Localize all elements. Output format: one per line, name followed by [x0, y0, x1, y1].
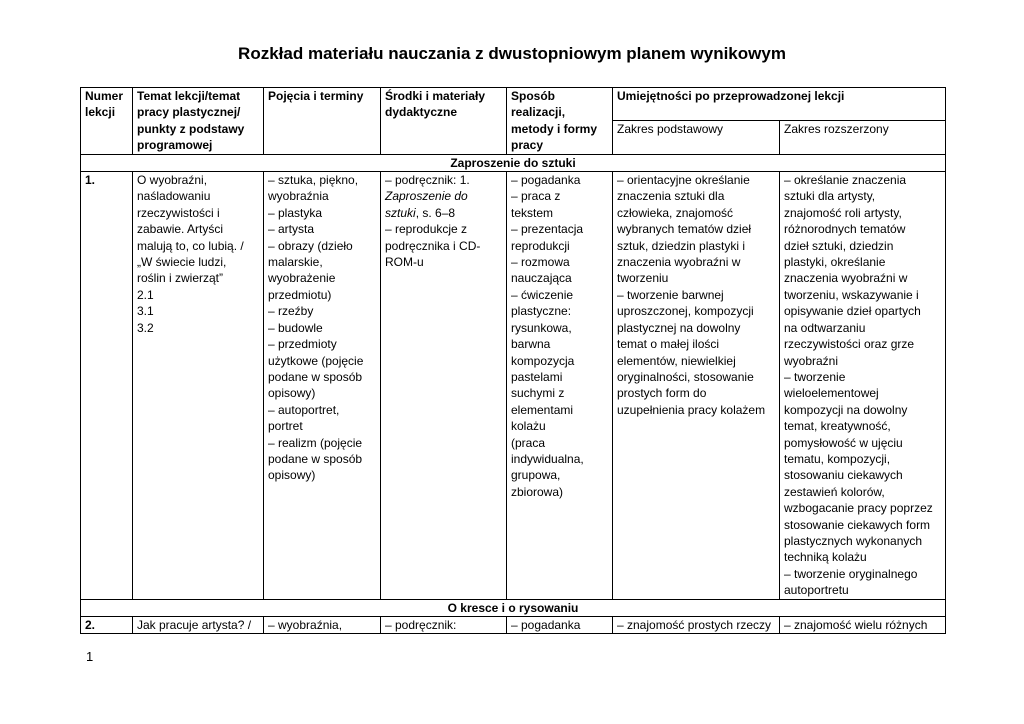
text-line: Temat lekcji/temat	[137, 89, 241, 103]
text-line: dzieł sztuki, dziedzin	[784, 238, 894, 253]
table-row	[81, 172, 946, 600]
header-topic	[133, 88, 264, 155]
section-row	[81, 599, 946, 616]
text-line: programowej	[137, 138, 213, 153]
text-line: – tworzenie barwnej	[617, 287, 724, 302]
text-line: malują to, co lubią. /	[137, 238, 244, 253]
header-basic-scope: Zakres podstawowy	[613, 121, 780, 154]
cell-extended-scope	[780, 172, 946, 600]
text-line: zbiorowa)	[511, 484, 564, 499]
text-line: opisowy)	[268, 386, 316, 401]
text-line: elementów, niewielkiej	[617, 353, 736, 368]
text-line: – orientacyjne określanie	[617, 173, 750, 188]
text-line: przedmiotu)	[268, 287, 332, 302]
text-line: – budowle	[268, 320, 323, 335]
text-line: – prezentacja	[511, 222, 584, 237]
cell-method	[507, 617, 613, 634]
text-line: plastycznych wykonanych	[784, 533, 923, 548]
text-line: Jak pracuje artysta? /	[137, 618, 252, 632]
text-line: Środki i materiały	[385, 89, 486, 103]
text-line: pomysłowość w ujęciu	[784, 435, 903, 450]
text-line: dydaktyczne	[385, 105, 458, 120]
header-lesson-number	[81, 88, 133, 155]
text-line: lekcji	[85, 105, 116, 120]
text-line: – rzeźby	[268, 304, 314, 319]
text-line: nauczająca	[511, 271, 572, 286]
text-line: rzeczywistości i	[137, 205, 220, 220]
text-line: – pogadanka	[511, 173, 581, 188]
text-line: – znajomość wielu różnych	[784, 618, 928, 632]
cell-basic-scope	[613, 617, 780, 634]
text-line: – pogadanka	[511, 618, 581, 632]
text-line: – tworzenie oryginalnego	[784, 566, 918, 581]
cell-topic	[133, 172, 264, 600]
text-line: Numer	[85, 89, 124, 103]
text-line: tworzeniu, wskazywanie i	[784, 287, 919, 302]
text-line: – artysta	[268, 222, 315, 237]
text-line: kompozycji na dowolny	[784, 402, 908, 417]
text-line: – określanie znaczenia	[784, 173, 907, 188]
cell-lesson-number: 1.	[81, 172, 133, 600]
text-line: indywidualna,	[511, 451, 584, 466]
text-line: wybranych tematów dzieł	[617, 222, 752, 237]
text-line: znaczenia wyobraźni w	[617, 255, 741, 270]
text-line: techniką kolażu	[784, 550, 867, 565]
text-line: autoportretu	[784, 583, 849, 598]
text-line: suchymi z	[511, 386, 565, 401]
header-extended-scope: Zakres rozszerzony	[780, 121, 946, 154]
text-line: na odtwarzaniu	[784, 320, 866, 335]
text-line: kolażu	[511, 419, 546, 434]
text-line: punkty z podstawy	[137, 121, 245, 136]
section-title: O kresce i o rysowaniu	[81, 599, 946, 616]
text-line: wyobraźnia	[268, 189, 329, 204]
cell-means	[381, 172, 507, 600]
cell-basic-scope	[613, 172, 780, 600]
text-line: człowieka, znajomość	[617, 205, 734, 220]
header-terms	[264, 88, 381, 155]
text-line: wieloelementowej	[784, 386, 879, 401]
cell-terms	[264, 172, 381, 600]
text-line: sztuk, dziedzin plastyki i	[617, 238, 746, 253]
table-header	[81, 88, 946, 155]
text-line: elementami	[511, 402, 574, 417]
text-line: znajomość roli artysty,	[784, 205, 902, 220]
text-line: temat o małej ilości	[617, 337, 720, 352]
text-line: – plastyka	[268, 205, 323, 220]
page-title: Rozkład materiału nauczania z dwustopniowym planem wynikowym	[238, 44, 786, 63]
text-line: Pojęcia i terminy	[268, 89, 364, 103]
text-line: znaczenia wyobraźni w	[784, 271, 908, 286]
text-line: tworzeniu	[617, 271, 669, 286]
text-line: malarskie,	[268, 255, 323, 270]
text-line: użytkowe (pojęcie	[268, 353, 364, 368]
text-line: podręcznika i CD-	[385, 238, 481, 253]
cell-topic	[133, 617, 264, 634]
text-line: stosowanie ciekawych form	[784, 517, 931, 532]
cell-extended-scope	[780, 617, 946, 634]
cell-method	[507, 172, 613, 600]
text-line: 2.1	[137, 287, 154, 302]
text-line: rzeczywistości oraz grze	[784, 337, 915, 352]
text-line: plastyczne:	[511, 304, 572, 319]
cell-means	[381, 617, 507, 634]
text-line: tekstem	[511, 205, 554, 220]
text-line: uzupełnienia pracy kolażem	[617, 402, 766, 417]
text-line: wzbogacanie pracy poprzez	[784, 501, 933, 516]
text-line: – reprodukcje z	[385, 222, 468, 237]
text-line: podane w sposób	[268, 451, 363, 466]
text-line: (praca	[511, 435, 546, 450]
text-line: wyobrażenie	[268, 271, 336, 286]
cell-terms	[264, 617, 381, 634]
text-line: wyobraźni	[784, 353, 839, 368]
text-line: O wyobraźni,	[137, 173, 208, 188]
text-line: opisywanie dzieł opartych	[784, 304, 921, 319]
text-line: – podręcznik:	[385, 618, 457, 632]
text-line: – znajomość prostych rzeczy	[617, 618, 772, 632]
text-line: – rozmowa	[511, 255, 570, 270]
text-line: – wyobraźnia,	[268, 618, 343, 632]
text-line: prostych form do	[617, 386, 707, 401]
text-line: realizacji,	[511, 105, 566, 120]
text-line: Zaproszenie do	[385, 189, 468, 204]
text-line: ROM-u	[385, 255, 424, 270]
text-line: Sposób	[511, 89, 555, 103]
text-line: sztuki, s. 6–8	[385, 205, 456, 220]
text-line: naśladowaniu	[137, 189, 211, 204]
text-line: kompozycja	[511, 353, 575, 368]
text-line: plastycznej na dowolny	[617, 320, 741, 335]
header-skills: Umiejętności po przeprowadzonej lekcji	[613, 88, 946, 121]
text-line: uproszczonej, kompozycji	[617, 304, 754, 319]
text-line: „W świecie ludzi,	[137, 255, 227, 270]
curriculum-table	[80, 87, 946, 634]
text-line: 3.2	[137, 320, 154, 335]
text-line: barwna	[511, 337, 551, 352]
text-line: grupowa,	[511, 468, 561, 483]
text-line: – praca z	[511, 189, 561, 204]
text-line: – obrazy (dzieło	[268, 238, 353, 253]
table-row	[81, 617, 946, 634]
header-means	[381, 88, 507, 155]
text-line: – autoportret,	[268, 402, 340, 417]
text-line: – podręcznik: 1.	[385, 173, 470, 188]
text-line: pracy	[511, 138, 544, 153]
text-line: zabawie. Artyści	[137, 222, 224, 237]
cell-lesson-number: 2.	[81, 617, 133, 634]
text-line: temat, kreatywność,	[784, 419, 891, 434]
page-number: 1	[86, 649, 94, 664]
text-line: tematu, kompozycji,	[784, 451, 891, 466]
text-line: portret	[268, 419, 303, 434]
text-line: pastelami	[511, 369, 563, 384]
text-line: sztuki dla artysty,	[784, 189, 876, 204]
header-method	[507, 88, 613, 155]
text-line: roślin i zwierząt”	[137, 271, 224, 286]
text-line: stosowaniu ciekawych	[784, 468, 903, 483]
text-line: znaczenia sztuki dla	[617, 189, 725, 204]
text-line: – przedmioty	[268, 337, 337, 352]
text-line: reprodukcji	[511, 238, 570, 253]
text-line: – sztuka, piękno,	[268, 173, 359, 188]
text-line: metody i formy	[511, 121, 598, 136]
text-line: pracy plastycznej/	[137, 105, 241, 120]
text-line: podane w sposób	[268, 369, 363, 384]
text-line: opisowy)	[268, 468, 316, 483]
text-line: plastyki, określanie	[784, 255, 886, 270]
text-line: różnorodnych tematów	[784, 222, 906, 237]
text-line: oryginalności, stosowanie	[617, 369, 754, 384]
text-line: 3.1	[137, 304, 154, 319]
text-line: zestawień kolorów,	[784, 484, 885, 499]
text-line: – ćwiczenie	[511, 287, 574, 302]
text-line: – realizm (pojęcie	[268, 435, 363, 450]
section-title: Zaproszenie do sztuki	[81, 154, 946, 171]
text-line: – tworzenie	[784, 369, 846, 384]
section-row	[81, 154, 946, 171]
text-line: rysunkowa,	[511, 320, 572, 335]
